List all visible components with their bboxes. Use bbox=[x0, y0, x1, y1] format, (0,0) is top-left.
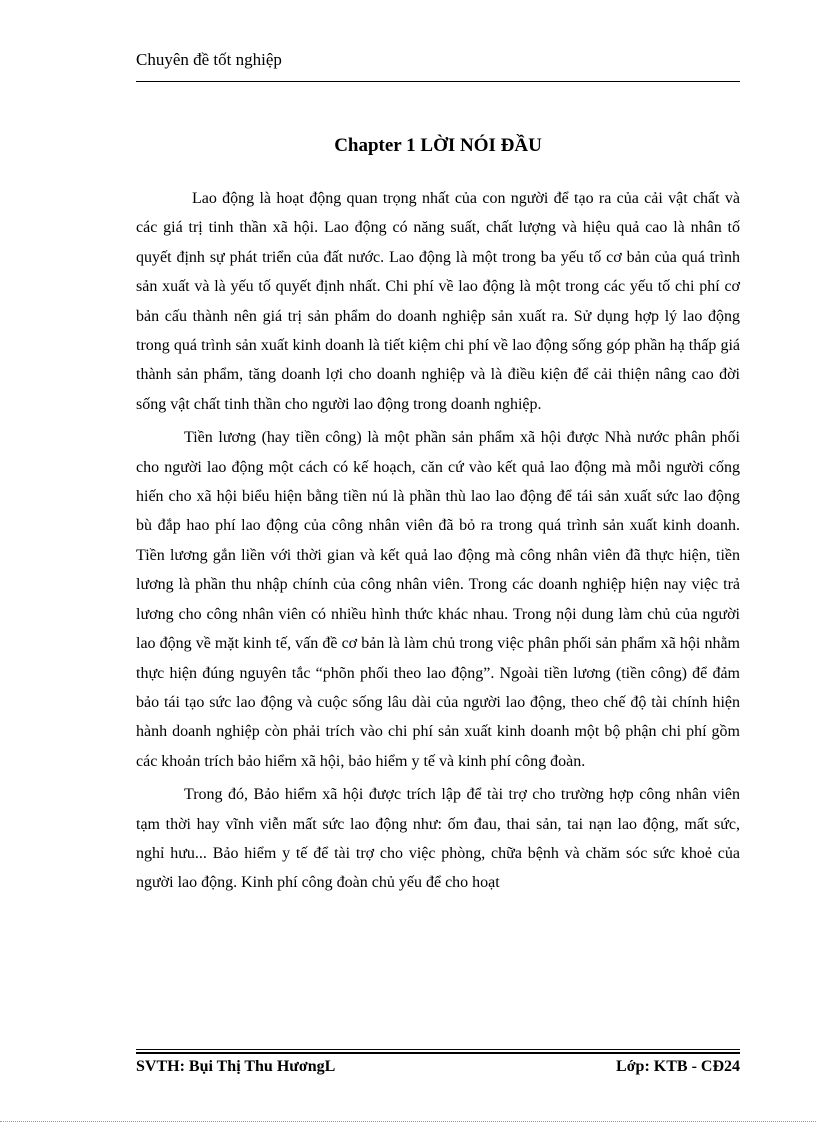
header-rule bbox=[136, 81, 740, 82]
footer-rule-thin bbox=[136, 1049, 740, 1050]
footer-rule-thick bbox=[136, 1052, 740, 1054]
paragraph-3: Trong đó, Bảo hiểm xã hội được trích lập để tài trợ cho trường hợp công nhân viên tạm thời hay vĩnh viễn mất sức lao động như: ốm đau, thai sản, tai nạn lao động, mất sức, nghỉ hưu... Bảo hiểm y tế để tài trợ cho việc phòng, chữa bệnh và chăm sóc sức khoẻ của người lao động. Kinh phí công đoàn chủ yếu để cho hoạt bbox=[136, 786, 740, 892]
footer-student: SVTH: Bụi Thị Thu HươngL bbox=[136, 1058, 336, 1075]
page-edge bbox=[0, 1121, 816, 1122]
paragraph-1: Lao động là hoạt động quan trọng nhất của con người để tạo ra của cải vật chất và các giá trị tinh thần xã hội. Lao động có năng suất, chất lượng và hiệu quả cao là nhân tố quyết định sự phát triển của đất nước. Lao động là một trong ba yếu tố cơ bản của quá trình sản xuất và là yếu tố quyết định nhất. Chi phí về lao động là một trong các yếu tố chi phí cơ bản cấu thành nên giá trị sản phẩm do doanh nghiệp sản xuất ra. Sử dụng hợp lý lao động trong quá trình sản xuất kinh doanh là tiết kiệm chi phí về lao động sống góp phần hạ thấp giá thành sản phẩm, tăng doanh lợi cho doanh nghiệp và là điều kiện để cải thiện nâng cao đời sống vật chất tinh thần cho người lao động trong doanh nghiệp. bbox=[136, 190, 740, 413]
footer-class: Lớp: KTB - CĐ24 bbox=[616, 1058, 740, 1075]
chapter-title: Chapter 1 LỜI NÓI ĐẦU bbox=[334, 135, 542, 156]
page-header: Chuyên đề tốt nghiệp bbox=[136, 50, 282, 69]
paragraph-2: Tiền lương (hay tiền công) là một phần sản phẩm xã hội được Nhà nước phân phối cho người lao động một cách có kế hoạch, căn cứ vào kết quả lao động mà mỗi người cống hiến cho xã hội biểu hiện bằng tiền nú là phần thù lao lao động để tái sản xuất sức lao động bù đắp hao phí lao động của công nhân viên đã bỏ ra trong quá trình sản xuất kinh doanh. Tiền lương gắn liền với thời gian và kết quả lao động mà công nhân viên đã thực hiện, tiền lương là phần thu nhập chính của công nhân viên. Trong các doanh nghiệp hiện nay việc trả lương cho công nhân viên có nhiều hình thức khác nhau. Trong nội dung làm chủ của người lao động về mặt kinh tế, vấn đề cơ bản là làm chủ trong việc phân phối sản phẩm xã hội nhằm thực hiện đúng nguyên tắc “phõn phối theo lao động”. Ngoài tiền lương (tiền công) để đảm bảo tái tạo sức lao động và cuộc sống lâu dài của người lao động, theo chế độ tài chính hiện hành doanh nghiệp còn phải trích vào chi phí sản xuất kinh doanh một bộ phận chi phí gồm các khoản trích bảo hiểm xã hội, bảo hiểm y tế và kinh phí công đoàn. bbox=[136, 429, 740, 770]
page-footer bbox=[136, 1056, 740, 1078]
body-text bbox=[136, 184, 740, 902]
